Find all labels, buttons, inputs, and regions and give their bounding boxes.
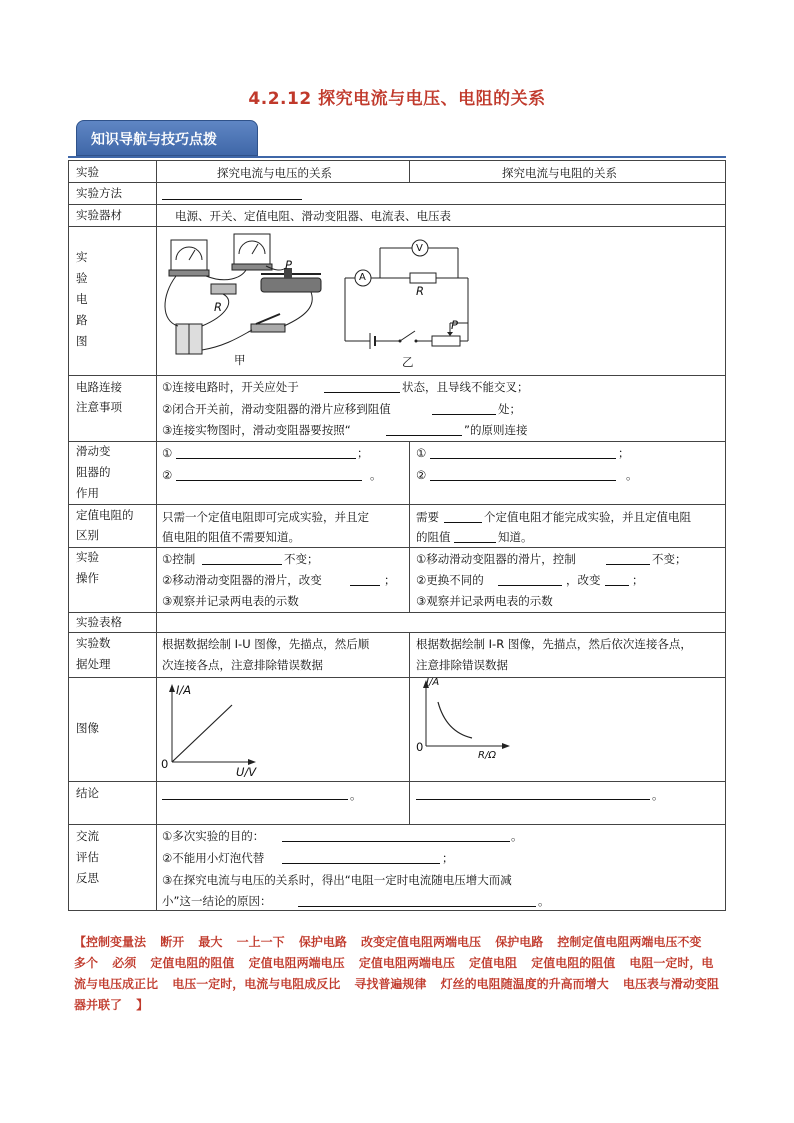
rheostat-right-2-end: 。 — [626, 468, 638, 482]
rheostat-left-2-blank[interactable] — [176, 480, 362, 481]
answer-item: 控制定值电阻两端电压不变 — [557, 935, 702, 949]
reflect-4b: 。 — [538, 894, 550, 908]
resistor-right-1a: 需要 — [416, 510, 439, 524]
resistor-left-1: 只需一个定值电阻即可完成实验，并且定 — [162, 510, 369, 524]
ir-origin: 0 — [416, 740, 424, 754]
label-R-b: R — [416, 284, 424, 298]
label-operation-1: 实验 — [76, 550, 99, 564]
answer-item: 一上一下 — [236, 935, 285, 949]
iu-x-label: U/V — [236, 765, 257, 779]
op-left-1a: ①控制 — [162, 552, 196, 566]
resistor-left-2: 值电阻的阻值不需要知道。 — [162, 530, 300, 544]
equipment-list: 电源、开关、定值电阻、滑动变阻器、电流表、电压表 — [175, 209, 451, 223]
answer-item: 定值电阻 — [469, 956, 518, 970]
schematic-circuit-diagram — [340, 226, 480, 375]
label-rheostat-2: 阻器的 — [76, 465, 111, 479]
label-resistor-diff-1: 定值电阻的 — [76, 508, 134, 522]
answer-item: 灯丝的电阻随温度的升高而增大 — [440, 977, 609, 991]
note-1-blank[interactable] — [324, 392, 400, 393]
rheostat-left-2: ② — [162, 468, 173, 482]
label-circuit-3: 电 — [76, 292, 88, 306]
op-left-3: ③观察并记录两电表的示数 — [162, 594, 299, 608]
note-2-a: ②闭合开关前，滑动变阻器的滑片应移到阻值 — [162, 402, 391, 416]
op-right-2-blank-a[interactable] — [498, 585, 562, 586]
label-rheostat-1: 滑动变 — [76, 444, 111, 458]
note-3-blank[interactable] — [386, 435, 462, 436]
answer-item: 定值电阻的阻值 — [150, 956, 235, 970]
label-reflect-2: 评估 — [76, 850, 99, 864]
ir-x-label: R/Ω — [478, 750, 496, 761]
label-reflect-3: 反思 — [76, 871, 99, 885]
label-table: 实验表格 — [76, 615, 122, 629]
op-left-2-blank[interactable] — [350, 585, 380, 586]
conclusion-left-blank[interactable] — [162, 799, 348, 800]
label-notes-2: 注意事项 — [76, 400, 122, 414]
answer-item: 定值电阻两端电压 — [358, 956, 455, 970]
label-graph: 图像 — [76, 721, 99, 735]
data-left-1: 根据数据绘制 I-U 图像，先描点，然后顺 — [162, 637, 370, 651]
label-resistor-diff-2: 区别 — [76, 528, 99, 542]
iu-y-label: I/A — [176, 683, 192, 697]
note-3-b: ”的原则连接 — [464, 423, 528, 437]
op-right-2b: ，改变 — [566, 573, 601, 587]
header-voltage: 探究电流与电压的关系 — [217, 166, 332, 180]
answer-item: 定值电阻两端电压 — [248, 956, 345, 970]
answer-item: 电阻一定时，电流与电压成正比 — [74, 956, 714, 991]
note-2-blank[interactable] — [432, 414, 496, 415]
answer-item: 保护电路 — [495, 935, 544, 949]
resistor-count-blank[interactable] — [444, 522, 482, 523]
physical-circuit-diagram — [156, 226, 336, 375]
label-circuit-4: 路 — [76, 313, 88, 327]
op-right-1-blank[interactable] — [606, 564, 650, 565]
op-right-2c: ； — [632, 573, 644, 587]
label-notes-1: 电路连接 — [76, 380, 122, 394]
op-left-1-blank[interactable] — [202, 564, 282, 565]
op-right-2a: ②更换不同的 — [416, 573, 484, 587]
resistor-right-2a: 的阻值 — [416, 530, 451, 544]
ir-y-label: I/A — [426, 677, 440, 688]
reflect-2-blank[interactable] — [282, 863, 440, 864]
note-1-a: ①连接电路时，开关应处于 — [162, 380, 299, 394]
answer-item: 多个 — [74, 956, 99, 970]
reflect-1a: ①多次实验的目的： — [162, 829, 265, 843]
page-title: 4.2.12 探究电流与电压、电阻的关系 — [248, 89, 546, 109]
rheostat-left-1: ① — [162, 446, 173, 460]
answer-item: 定值电阻的阻值 — [531, 956, 616, 970]
answer-item: 电压一定时，电流与电阻成反比 — [172, 977, 341, 991]
banner-underline — [68, 156, 726, 158]
label-equipment: 实验器材 — [76, 208, 122, 222]
answer-item: 最大 — [198, 935, 223, 949]
banner-label: 知识导航与技巧点拨 — [91, 132, 217, 148]
note-3-a: ③连接实物图时，滑动变阻器要按照“ — [162, 423, 351, 437]
label-rheostat-3: 作用 — [76, 486, 99, 500]
op-left-2a: ②移动滑动变阻器的滑片，改变 — [162, 573, 322, 587]
answer-item: 断开 — [160, 935, 185, 949]
answer-item: 【控制变量法 — [74, 935, 147, 949]
resistor-right-1b: 个定值电阻才能完成实验，并且定值电阻 — [484, 510, 691, 524]
answer-item: 寻找普遍规律 — [354, 977, 427, 991]
conclusion-right-end: 。 — [652, 788, 664, 802]
section-banner — [76, 120, 258, 156]
label-method: 实验方法 — [76, 186, 122, 200]
label-circuit-1: 实 — [76, 250, 88, 264]
reflect-2b: ； — [442, 851, 454, 865]
data-right-1: 根据数据绘制 I-R 图像，先描点，然后依次连接各点， — [416, 637, 692, 651]
op-right-1b: 不变； — [652, 552, 687, 566]
label-P-a: P — [285, 258, 292, 272]
rheostat-left-2-end: 。 — [370, 468, 382, 482]
figure-a-caption: 甲 — [234, 353, 246, 367]
rheostat-right-2: ② — [416, 468, 427, 482]
label-data-2: 据处理 — [76, 657, 111, 671]
ammeter-label: A — [359, 272, 366, 283]
op-right-1a: ①移动滑动变阻器的滑片，控制 — [416, 552, 576, 566]
op-right-3: ③观察并记录两电表的示数 — [416, 594, 553, 608]
conclusion-left-end: 。 — [350, 788, 362, 802]
resistor-known-blank[interactable] — [454, 542, 496, 543]
reflect-3: ③在探究电流与电压的关系时，得出“电阻一定时电流随电压增大而减 — [162, 873, 512, 887]
answer-item: 】 — [136, 998, 149, 1012]
reflect-1b: 。 — [511, 829, 523, 843]
label-operation-2: 操作 — [76, 571, 99, 585]
data-right-2: 注意排除错误数据 — [416, 658, 508, 672]
label-R-a: R — [214, 300, 222, 314]
reflect-1-blank[interactable] — [282, 841, 510, 842]
label-reflect-1: 交流 — [76, 829, 99, 843]
op-right-2-blank-b[interactable] — [605, 585, 629, 586]
label-conclusion: 结论 — [76, 786, 99, 800]
label-circuit-5: 图 — [76, 334, 88, 348]
answer-key — [74, 932, 724, 1016]
resistor-right-2b: 知道。 — [498, 530, 533, 544]
rheostat-left-1-blank[interactable] — [176, 458, 356, 459]
reflect-4-blank[interactable] — [298, 906, 536, 907]
label-circuit-2: 验 — [76, 271, 88, 285]
conclusion-right-blank[interactable] — [416, 799, 650, 800]
rheostat-right-1-end: ； — [618, 446, 630, 460]
note-2-b: 处； — [498, 402, 521, 416]
header-resistance: 探究电流与电阻的关系 — [502, 166, 617, 180]
label-data-1: 实验数 — [76, 636, 111, 650]
note-1-b: 状态，且导线不能交叉； — [402, 380, 529, 394]
answer-item: 保护电路 — [298, 935, 347, 949]
ir-graph — [414, 678, 524, 768]
method-blank[interactable] — [162, 199, 302, 200]
label-P-b: P — [451, 318, 458, 332]
voltmeter-label: V — [416, 243, 423, 254]
label-experiment: 实验 — [76, 165, 99, 179]
rheostat-right-1: ① — [416, 446, 427, 460]
answer-item: 必须 — [112, 956, 137, 970]
answer-item: 电压表与滑动变阻器并联了 — [74, 977, 719, 1012]
rheostat-right-1-blank[interactable] — [430, 458, 616, 459]
reflect-2a: ②不能用小灯泡代替 — [162, 851, 265, 865]
figure-b-caption: 乙 — [402, 355, 414, 369]
op-left-2b: ； — [384, 573, 396, 587]
rheostat-left-1-end: ； — [357, 446, 369, 460]
op-left-1b: 不变； — [284, 552, 319, 566]
data-left-2: 次连接各点，注意排除错误数据 — [162, 658, 323, 672]
reflect-4a: 小”这一结论的原因： — [162, 894, 272, 908]
iu-origin: 0 — [161, 757, 169, 771]
answer-item: 改变定值电阻两端电压 — [361, 935, 482, 949]
rheostat-right-2-blank[interactable] — [430, 480, 616, 481]
